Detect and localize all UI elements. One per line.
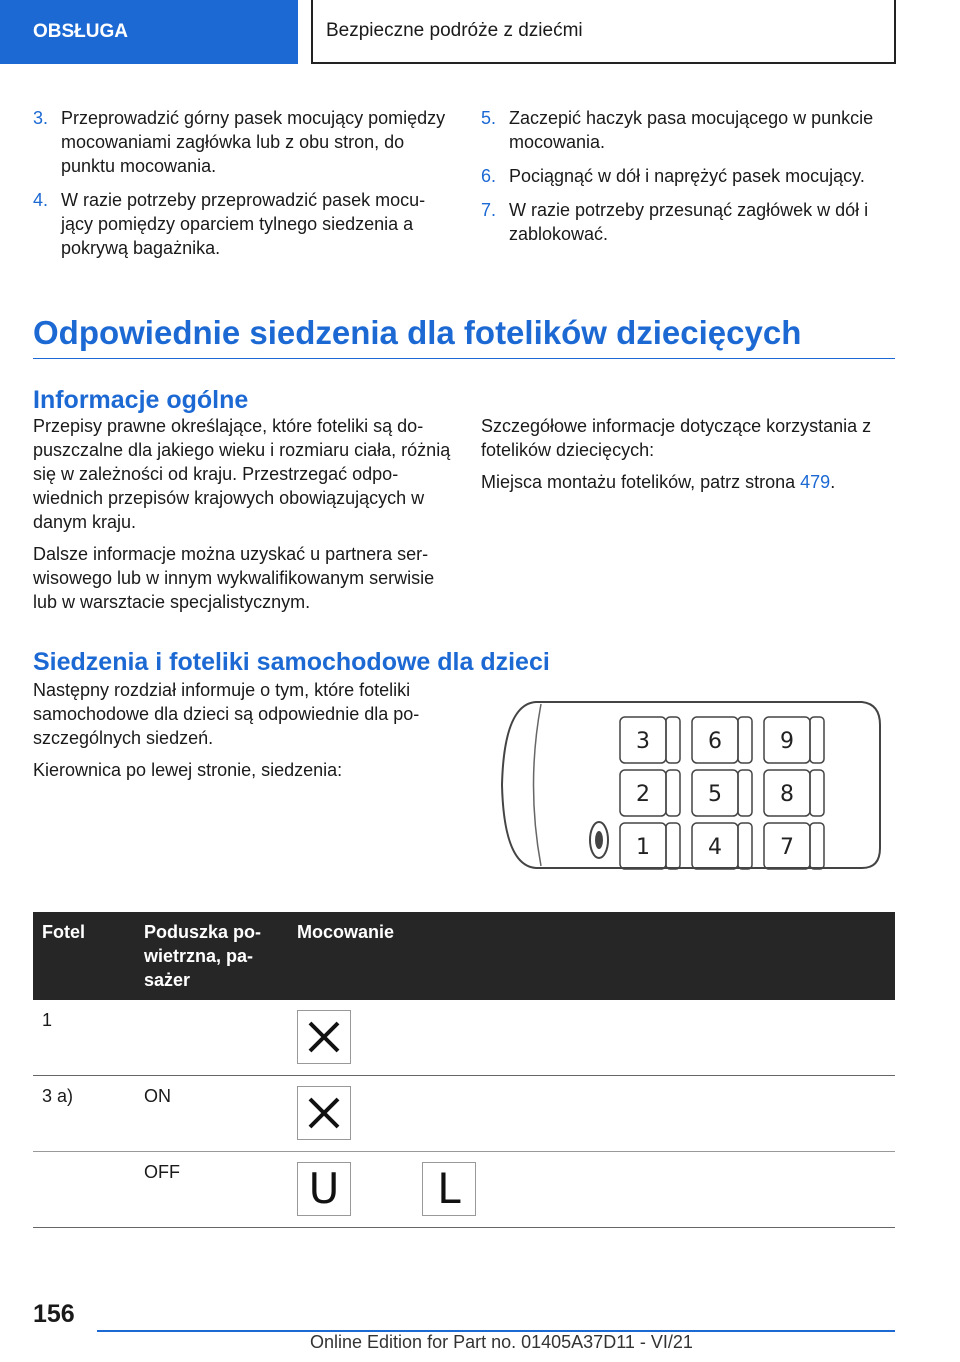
seat-label: 2 [636, 782, 650, 807]
car-front-line [534, 704, 542, 866]
step-number: 7. [481, 200, 497, 220]
seats-text [33, 678, 453, 790]
paragraph [481, 470, 895, 494]
steps-right [481, 106, 895, 256]
paragraph: Kierownica po lewej stronie, siedzenia: [33, 760, 343, 780]
step-item [481, 198, 895, 246]
paragraph: Szczegółowe informacje dotyczące korzystania z fotelików dziecięcych: [481, 416, 872, 460]
step-item [33, 106, 451, 178]
seat-back [738, 717, 752, 763]
seat-label: 1 [636, 835, 650, 860]
seat-back [810, 770, 824, 816]
seat-back [666, 717, 680, 763]
seat-label: 8 [780, 782, 794, 807]
step-text: Pociągnąć w dół i naprężyć pasek mocujący. [509, 166, 865, 186]
page-link[interactable]: 479 [800, 472, 831, 492]
seat-label: 7 [780, 835, 794, 860]
step-item [481, 106, 895, 154]
step-item [481, 164, 895, 188]
seat-label: 5 [708, 782, 722, 807]
cell-seat: 1 [42, 1010, 53, 1030]
seat-back [810, 823, 824, 869]
seat-back [666, 823, 680, 869]
general-left-text [33, 414, 453, 622]
paragraph: Dalsze informacje można uzyskać u partnera serwisowego lub w innym wykwalifikowanym serwisie lub w warsztacie specjalistycznym. [33, 544, 435, 612]
step-item [33, 188, 451, 260]
seat-back [666, 770, 680, 816]
steps-left [33, 106, 451, 270]
seat-suitability-table [33, 912, 895, 1228]
header-seat: Fotel [42, 922, 85, 942]
chapter-tab [311, 0, 896, 64]
symbol-letter: L [437, 1164, 461, 1213]
cell-airbag: OFF [144, 1162, 180, 1182]
seat-label: 3 [636, 729, 650, 754]
seat-back [738, 823, 752, 869]
paragraph: Następny rozdział informuje o tym, które foteliki samochodowe dla dzieci są odpowiednie dla poszczególnych siedzeń. [33, 680, 420, 748]
table-row [33, 1076, 895, 1152]
not-allowed-icon [297, 1086, 351, 1140]
step-number: 5. [481, 108, 497, 128]
header-airbag: Poduszka powietrzna, pasażer [144, 922, 262, 990]
step-text: Zaczepić haczyk pasa mocującego w punkcie mocowania. [509, 108, 874, 152]
seats-heading: Siedzenia i foteliki samochodowe dla dzieci [33, 648, 550, 676]
step-text: W razie potrzeby przesunąć zagłówek w dół i zablokować. [509, 200, 869, 244]
paragraph-text: . [830, 472, 836, 492]
seat-layout-diagram [496, 690, 886, 880]
header-mounting: Mocowanie [297, 922, 395, 942]
not-allowed-icon [297, 1010, 351, 1064]
section-title: Odpowiednie siedzenia dla fotelików dziecięcych [33, 314, 895, 359]
table-row [33, 1152, 895, 1228]
seat-label: 4 [708, 835, 722, 860]
table-header [33, 912, 895, 1000]
page-number: 156 [33, 1300, 75, 1328]
seat-back [738, 770, 752, 816]
steering-wheel-icon [590, 822, 608, 858]
step-number: 3. [33, 108, 49, 128]
paragraph-text: Miejsca montażu fotelików, patrz strona [481, 472, 801, 492]
general-heading: Informacje ogólne [33, 386, 249, 414]
section-tab [0, 0, 298, 64]
limited-category-icon [422, 1162, 476, 1216]
section-label: OBSŁUGA [33, 21, 128, 42]
step-text: W razie potrzeby przeprowadzić pasek mocujący pomiędzy oparciem tylnego siedzenia a pokrywą bagażnika. [61, 190, 426, 258]
edition-note: Online Edition for Part no. 01405A37D11 - VI/21 [310, 1332, 693, 1352]
step-text: Przeprowadzić górny pasek mocujący pomiędzy mocowaniami zagłówka lub z obu stron, do punktu mocowania. [61, 108, 446, 176]
universal-category-icon [297, 1162, 351, 1216]
general-right-text [481, 414, 895, 502]
chapter-title: Bezpieczne podróże z dziećmi [326, 20, 583, 41]
seat-label: 6 [708, 729, 722, 754]
seat-label: 9 [780, 729, 794, 754]
paragraph: Przepisy prawne określające, które foteliki są dopuszczalne dla jakiego wieku i rozmiaru ciała, różnią się w zależności od kraju. Przestrzegać odpowiednich przepisów krajowych obowiązujących w danym kraju. [33, 416, 451, 532]
seat-back [810, 717, 824, 763]
symbol-letter: U [308, 1164, 340, 1213]
step-number: 4. [33, 190, 49, 210]
table-row [33, 1000, 895, 1076]
cell-airbag: ON [144, 1086, 171, 1106]
cell-seat: 3 a) [42, 1086, 74, 1106]
step-number: 6. [481, 166, 497, 186]
